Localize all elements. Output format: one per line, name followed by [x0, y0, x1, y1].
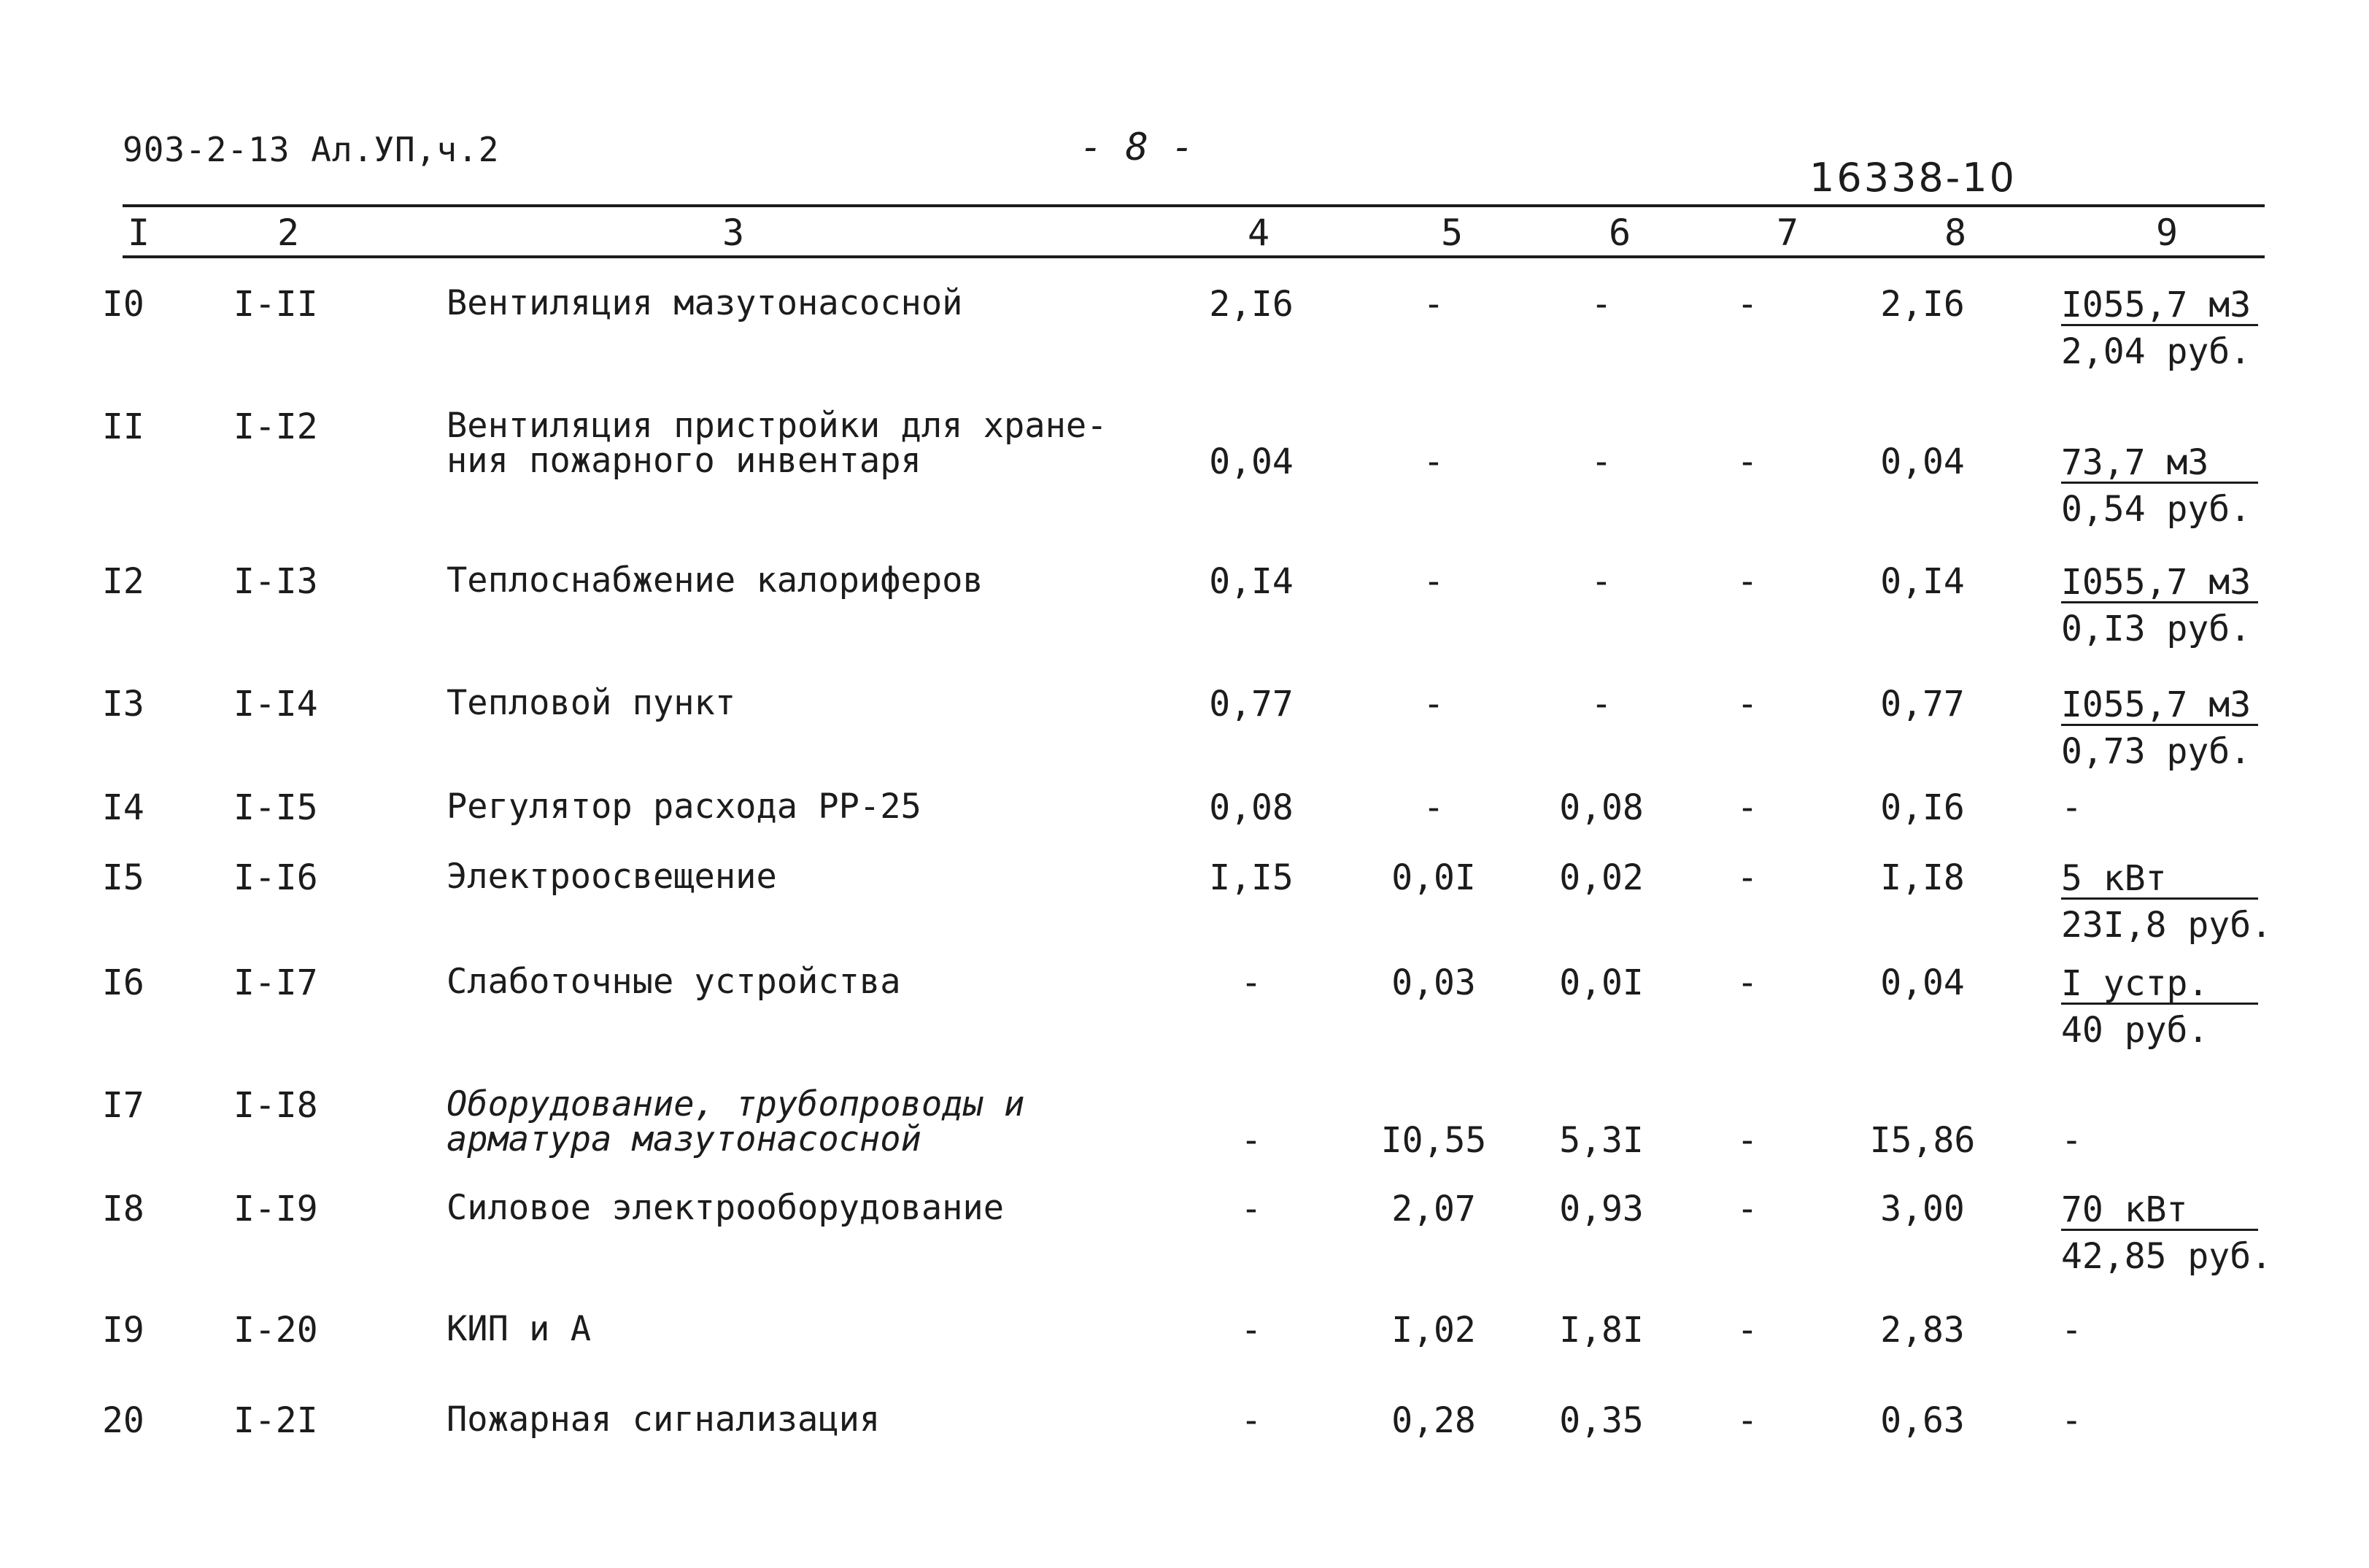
row-code: I-I8 [233, 1085, 318, 1126]
cell-col6: 0,02 [1559, 857, 1644, 898]
archive-code: 16338-10 [1809, 155, 2017, 201]
cell-col7: - [1736, 962, 1758, 1003]
column-header-2: 2 [277, 212, 300, 254]
row-description: Электроосвещение [447, 857, 777, 897]
col9-cost: 0,73 руб. [2061, 731, 2252, 772]
col9-cost: 42,85 руб. [2061, 1236, 2272, 1277]
col9-cost: 23I,8 руб. [2061, 905, 2272, 946]
column-header-5: 5 [1440, 212, 1464, 254]
cell-col7: - [1736, 787, 1758, 828]
row-description: Тепловой пункт [447, 683, 736, 723]
col9-quantity: I055,7 м3 [2061, 286, 2258, 326]
cell-col6: - [1591, 441, 1612, 482]
cell-col5: 0,0I [1391, 857, 1476, 898]
cell-col8: 0,04 [1880, 962, 1965, 1003]
cell-col7: - [1736, 1310, 1758, 1351]
cell-col5: 2,07 [1391, 1189, 1476, 1229]
table-header-rule [123, 255, 2265, 258]
cell-col8: 0,I6 [1880, 787, 1965, 828]
cell-col8: 0,04 [1880, 441, 1965, 482]
row-number: I9 [102, 1310, 144, 1351]
cell-col7: - [1736, 857, 1758, 898]
cell-col5: 0,03 [1391, 962, 1476, 1003]
col9-cost: 0,I3 руб. [2061, 609, 2252, 649]
col9-quantity: 70 кВт [2061, 1191, 2258, 1231]
col9-cost: 40 руб. [2061, 1010, 2209, 1051]
cell-col7: - [1736, 441, 1758, 482]
cell-col5: I0,55 [1380, 1120, 1487, 1161]
row-code: I-I4 [233, 684, 318, 725]
row-number: I3 [102, 684, 144, 725]
row-description: Регулятор расхода РР-25 [447, 787, 921, 827]
column-header-7: 7 [1776, 212, 1799, 254]
column-header-3: 3 [722, 212, 745, 254]
column-header-4: 4 [1247, 212, 1270, 254]
cell-col9: - [2061, 1400, 2082, 1441]
row-description: Слаботочные устройства [447, 962, 901, 1002]
row-number: I5 [102, 857, 144, 898]
row-code: I-I9 [233, 1189, 318, 1229]
col9-cost: 2,04 руб. [2061, 331, 2252, 372]
col9-quantity: I устр. [2061, 965, 2258, 1005]
cell-col5: 0,28 [1391, 1400, 1476, 1441]
cell-col4: 0,04 [1209, 441, 1294, 482]
cell-col9 [2061, 1191, 2368, 1275]
cell-col4: - [1240, 1400, 1262, 1441]
cell-col8: 2,83 [1880, 1310, 1965, 1351]
cell-col4: - [1240, 1310, 1262, 1351]
cell-col5: I,02 [1391, 1310, 1476, 1351]
row-code: I-I6 [233, 857, 318, 898]
cell-col4: 0,08 [1209, 787, 1294, 828]
row-code: I-I3 [233, 561, 318, 602]
cell-col8: 2,I6 [1880, 284, 1965, 325]
cell-col7: - [1736, 561, 1758, 602]
cell-col8: 0,I4 [1880, 561, 1965, 602]
cell-col4: 0,I4 [1209, 561, 1294, 602]
row-number: I8 [102, 1189, 144, 1229]
cell-col9 [2061, 563, 2368, 647]
row-number: I0 [102, 284, 144, 325]
cell-col8: 0,63 [1880, 1400, 1965, 1441]
row-code: I-I2 [233, 406, 318, 447]
cell-col5: - [1423, 561, 1445, 602]
cell-col9: - [2061, 1120, 2082, 1161]
cell-col6: - [1591, 284, 1612, 325]
cell-col4: 2,I6 [1209, 284, 1294, 325]
row-description: Пожарная сигнализация [447, 1399, 881, 1440]
row-description: Силовое электрооборудование [447, 1188, 1005, 1228]
row-code: I-II [233, 284, 318, 325]
cell-col6: 0,35 [1559, 1400, 1644, 1441]
cell-col4: - [1240, 962, 1262, 1003]
cell-col7: - [1736, 1120, 1758, 1161]
cell-col5: - [1423, 787, 1445, 828]
row-description: Вентиляция мазутонасосной [447, 283, 963, 323]
cell-col4: I,I5 [1209, 857, 1294, 898]
column-header-6: 6 [1608, 212, 1631, 254]
row-description: КИП и А [447, 1309, 592, 1349]
cell-col6: I,8I [1559, 1310, 1644, 1351]
cell-col9 [2061, 858, 2368, 946]
cell-col9: - [2061, 787, 2082, 828]
row-description: Оборудование, трубопроводы и арматура мазутонасосной [447, 1084, 1025, 1159]
column-header-9: 9 [2155, 212, 2179, 254]
row-description: Вентиляция пристройки для хране-ния пожарного инвентаря [447, 406, 1108, 481]
column-header-8: 8 [1944, 212, 1967, 254]
cell-col5: - [1423, 284, 1445, 325]
cell-col4: - [1240, 1189, 1262, 1229]
row-number: 20 [102, 1400, 144, 1441]
row-number: I6 [102, 962, 144, 1003]
document-reference: 903-2-13 Ал.УП,ч.2 [123, 130, 500, 169]
cell-col6: 0,0I [1559, 962, 1644, 1003]
row-code: I-I5 [233, 787, 318, 828]
row-number: I2 [102, 561, 144, 602]
cell-col9 [2061, 444, 2368, 528]
cell-col9: - [2061, 1310, 2082, 1351]
row-code: I-2I [233, 1400, 318, 1441]
row-number: II [102, 406, 144, 447]
table-top-rule [123, 204, 2265, 207]
page-number: - 8 - [1080, 125, 1194, 169]
cell-col4: 0,77 [1209, 684, 1294, 725]
cell-col6: - [1591, 561, 1612, 602]
cell-col8: 0,77 [1880, 684, 1965, 725]
col9-cost: 0,54 руб. [2061, 489, 2252, 530]
col9-quantity: I055,7 м3 [2061, 686, 2258, 726]
cell-col6: 5,3I [1559, 1120, 1644, 1161]
cell-col4: - [1240, 1120, 1262, 1161]
cell-col8: I5,86 [1869, 1120, 1976, 1161]
row-number: I4 [102, 787, 144, 828]
cell-col5: - [1423, 441, 1445, 482]
cell-col9 [2061, 686, 2368, 770]
cell-col7: - [1736, 684, 1758, 725]
cell-col8: 3,00 [1880, 1189, 1965, 1229]
row-code: I-20 [233, 1310, 318, 1351]
column-header-1: I [127, 212, 150, 254]
row-number: I7 [102, 1085, 144, 1126]
cell-col6: 0,93 [1559, 1189, 1644, 1229]
cell-col6: - [1591, 684, 1612, 725]
col9-quantity: 5 кВт [2061, 860, 2258, 900]
col9-quantity: I055,7 м3 [2061, 563, 2258, 603]
cell-col6: 0,08 [1559, 787, 1644, 828]
cell-col9 [2061, 963, 2368, 1051]
cell-col9 [2061, 286, 2368, 370]
row-description: Теплоснабжение калориферов [447, 560, 983, 600]
col9-quantity: 73,7 м3 [2061, 444, 2258, 484]
cell-col7: - [1736, 284, 1758, 325]
cell-col5: - [1423, 684, 1445, 725]
cell-col8: I,I8 [1880, 857, 1965, 898]
cell-col7: - [1736, 1400, 1758, 1441]
cell-col7: - [1736, 1189, 1758, 1229]
row-code: I-I7 [233, 962, 318, 1003]
